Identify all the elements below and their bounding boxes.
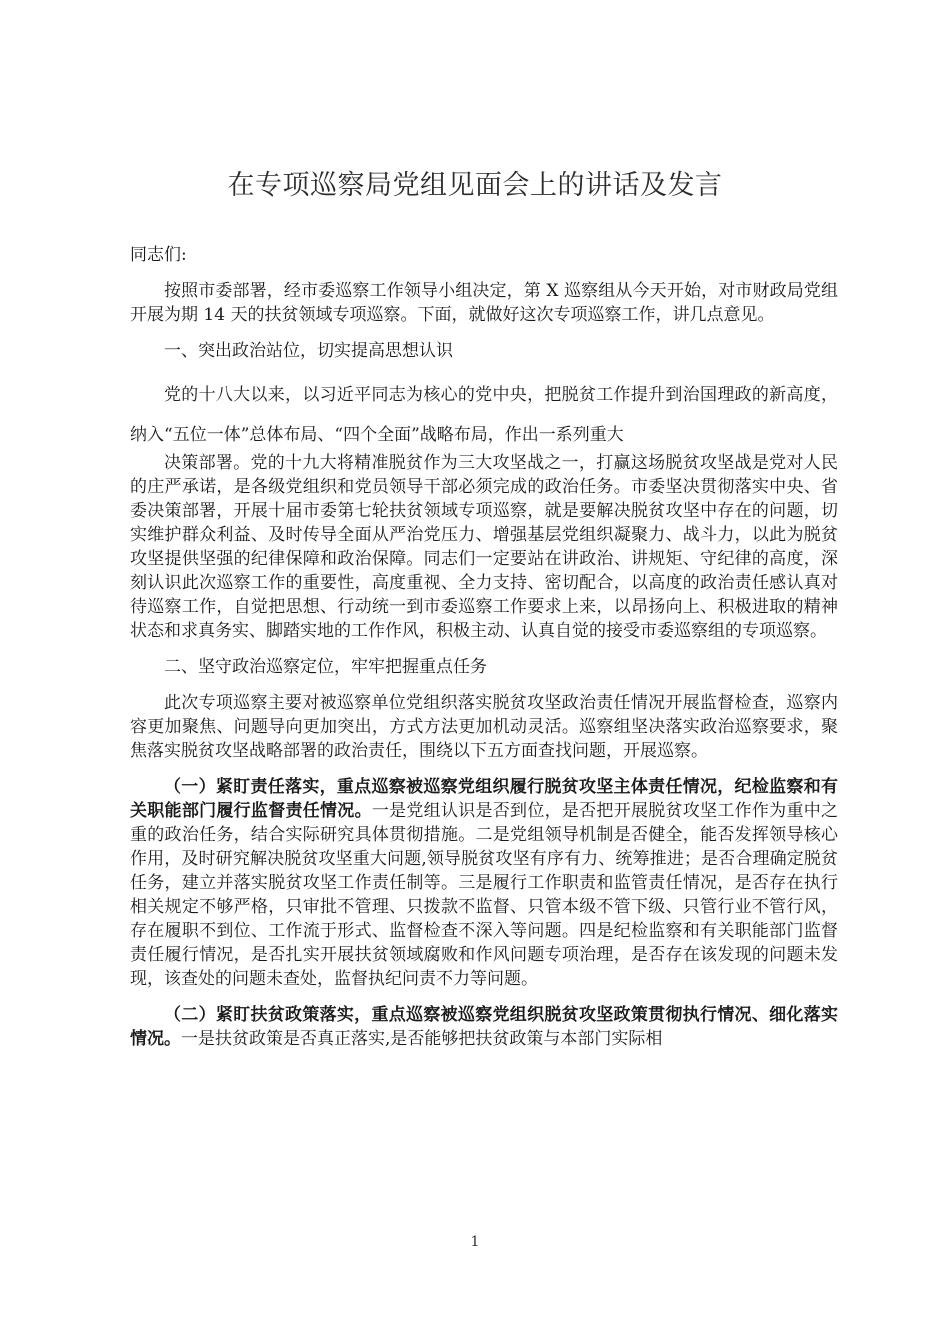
greeting: 同志们:: [130, 245, 187, 265]
item-1: [130, 775, 838, 991]
paragraph-1-rest: 决策部署。党的十九大将精准脱贫作为三大攻坚战之一，打赢这场脱贫攻坚战是党对人民的庄严承诺，是各级党组织和党员领导干部必须完成的政治任务。市委坚决贯彻落实中央、省委决策部署，开展十届市委第七轮扶贫领域专项巡察，就是要解决脱贫攻坚中存在的问题，切实维护群众利益、及时传导全面从严治党压力、增强基层党组织凝聚力、战斗力，以此为脱贫攻坚提供坚强的纪律保障和政治保障。同志们一定要站在讲政治、讲规矩、守纪律的高度，深刻认识此次巡察工作的重要性，高度重视、全力支持、密切配合，以高度的政治责任感认真对待巡察工作，自觉把思想、行动统一到市委巡察工作要求上来，以昂扬向上、积极进取的精神状态和求真务实、脚踏实地的工作作风，积极主动、认真自觉的接受市委巡察组的专项巡察。: [130, 453, 838, 641]
section-heading-2: 二、坚守政治巡察定位，牢牢把握重点任务: [164, 657, 487, 677]
item-1-text: 一是党组认识是否到位，是否把开展脱贫攻坚工作作为重中之重的政治任务，结合实际研究具体贯彻措施。二是党组领导机制是否健全，能否发挥领导核心作用，及时研究解决脱贫攻坚重大问题,领导脱贫攻坚有序有力、统筹推进；是否合理确定脱贫任务，建立并落实脱贫攻坚工作责任制等。三是履行工作职责和监管责任情况，是否存在执行相关规定不够严格，只审批不管理、只拨款不监督、只管本级不管下级、只管行业不管行风，存在履职不到位、工作流于形式、监督检查不深入等问题。四是纪检监察和有关职能部门监督责任履行情况，是否扎实开展扶贫领域腐败和作风问题专项治理，是否存在该发现的问题未发现，该查处的问题未查处，监督执纪问责不力等问题。: [130, 801, 839, 989]
paragraph-2: 此次专项巡察主要对被巡察单位党组织落实脱贫攻坚政治责任情况开展监督检查，巡察内容更加聚焦、问题导向更加突出，方式方法更加机动灵活。巡察组坚决落实政治巡察要求，聚焦落实脱贫攻坚战略部署的政治责任，围绕以下五方面查找问题，开展巡察。: [130, 693, 838, 761]
paragraph-1-loose: 党的十八大以来，以习近平同志为核心的党中央，把脱贫工作提升到治国理政的新高度，纳入“五位一体”总体布局、“四个全面”战略布局，作出一系列重大: [130, 385, 838, 445]
item-2-heading: （二）紧盯扶贫政策落实，重点巡察被巡察党组织脱贫攻坚政策贯彻执行情况、细化落实情况。: [130, 1005, 838, 1049]
section-heading-1: 一、突出政治站位，切实提高思想认识: [164, 341, 453, 361]
item-1-heading: （一）紧盯责任落实，重点巡察被巡察党组织履行脱贫攻坚主体责任情况，纪检监察和有关职能部门履行监督责任情况。: [130, 777, 838, 821]
page-number: 1: [470, 1234, 480, 1250]
document-body: [130, 243, 838, 1063]
item-2-text: 一是扶贫政策是否真正落实,是否能够把扶贫政策与本部门实际相: [181, 1029, 663, 1049]
document-title: 在专项巡察局党组见面会上的讲话及发言: [227, 170, 723, 201]
intro-paragraph: 按照市委部署，经市委巡察工作领导小组决定，第 X 巡察组从今天开始，对市财政局党组开展为期 14 天的扶贫领域专项巡察。下面，就做好这次专项巡察工作，讲几点意见。: [130, 281, 838, 325]
item-2: [130, 1003, 838, 1051]
